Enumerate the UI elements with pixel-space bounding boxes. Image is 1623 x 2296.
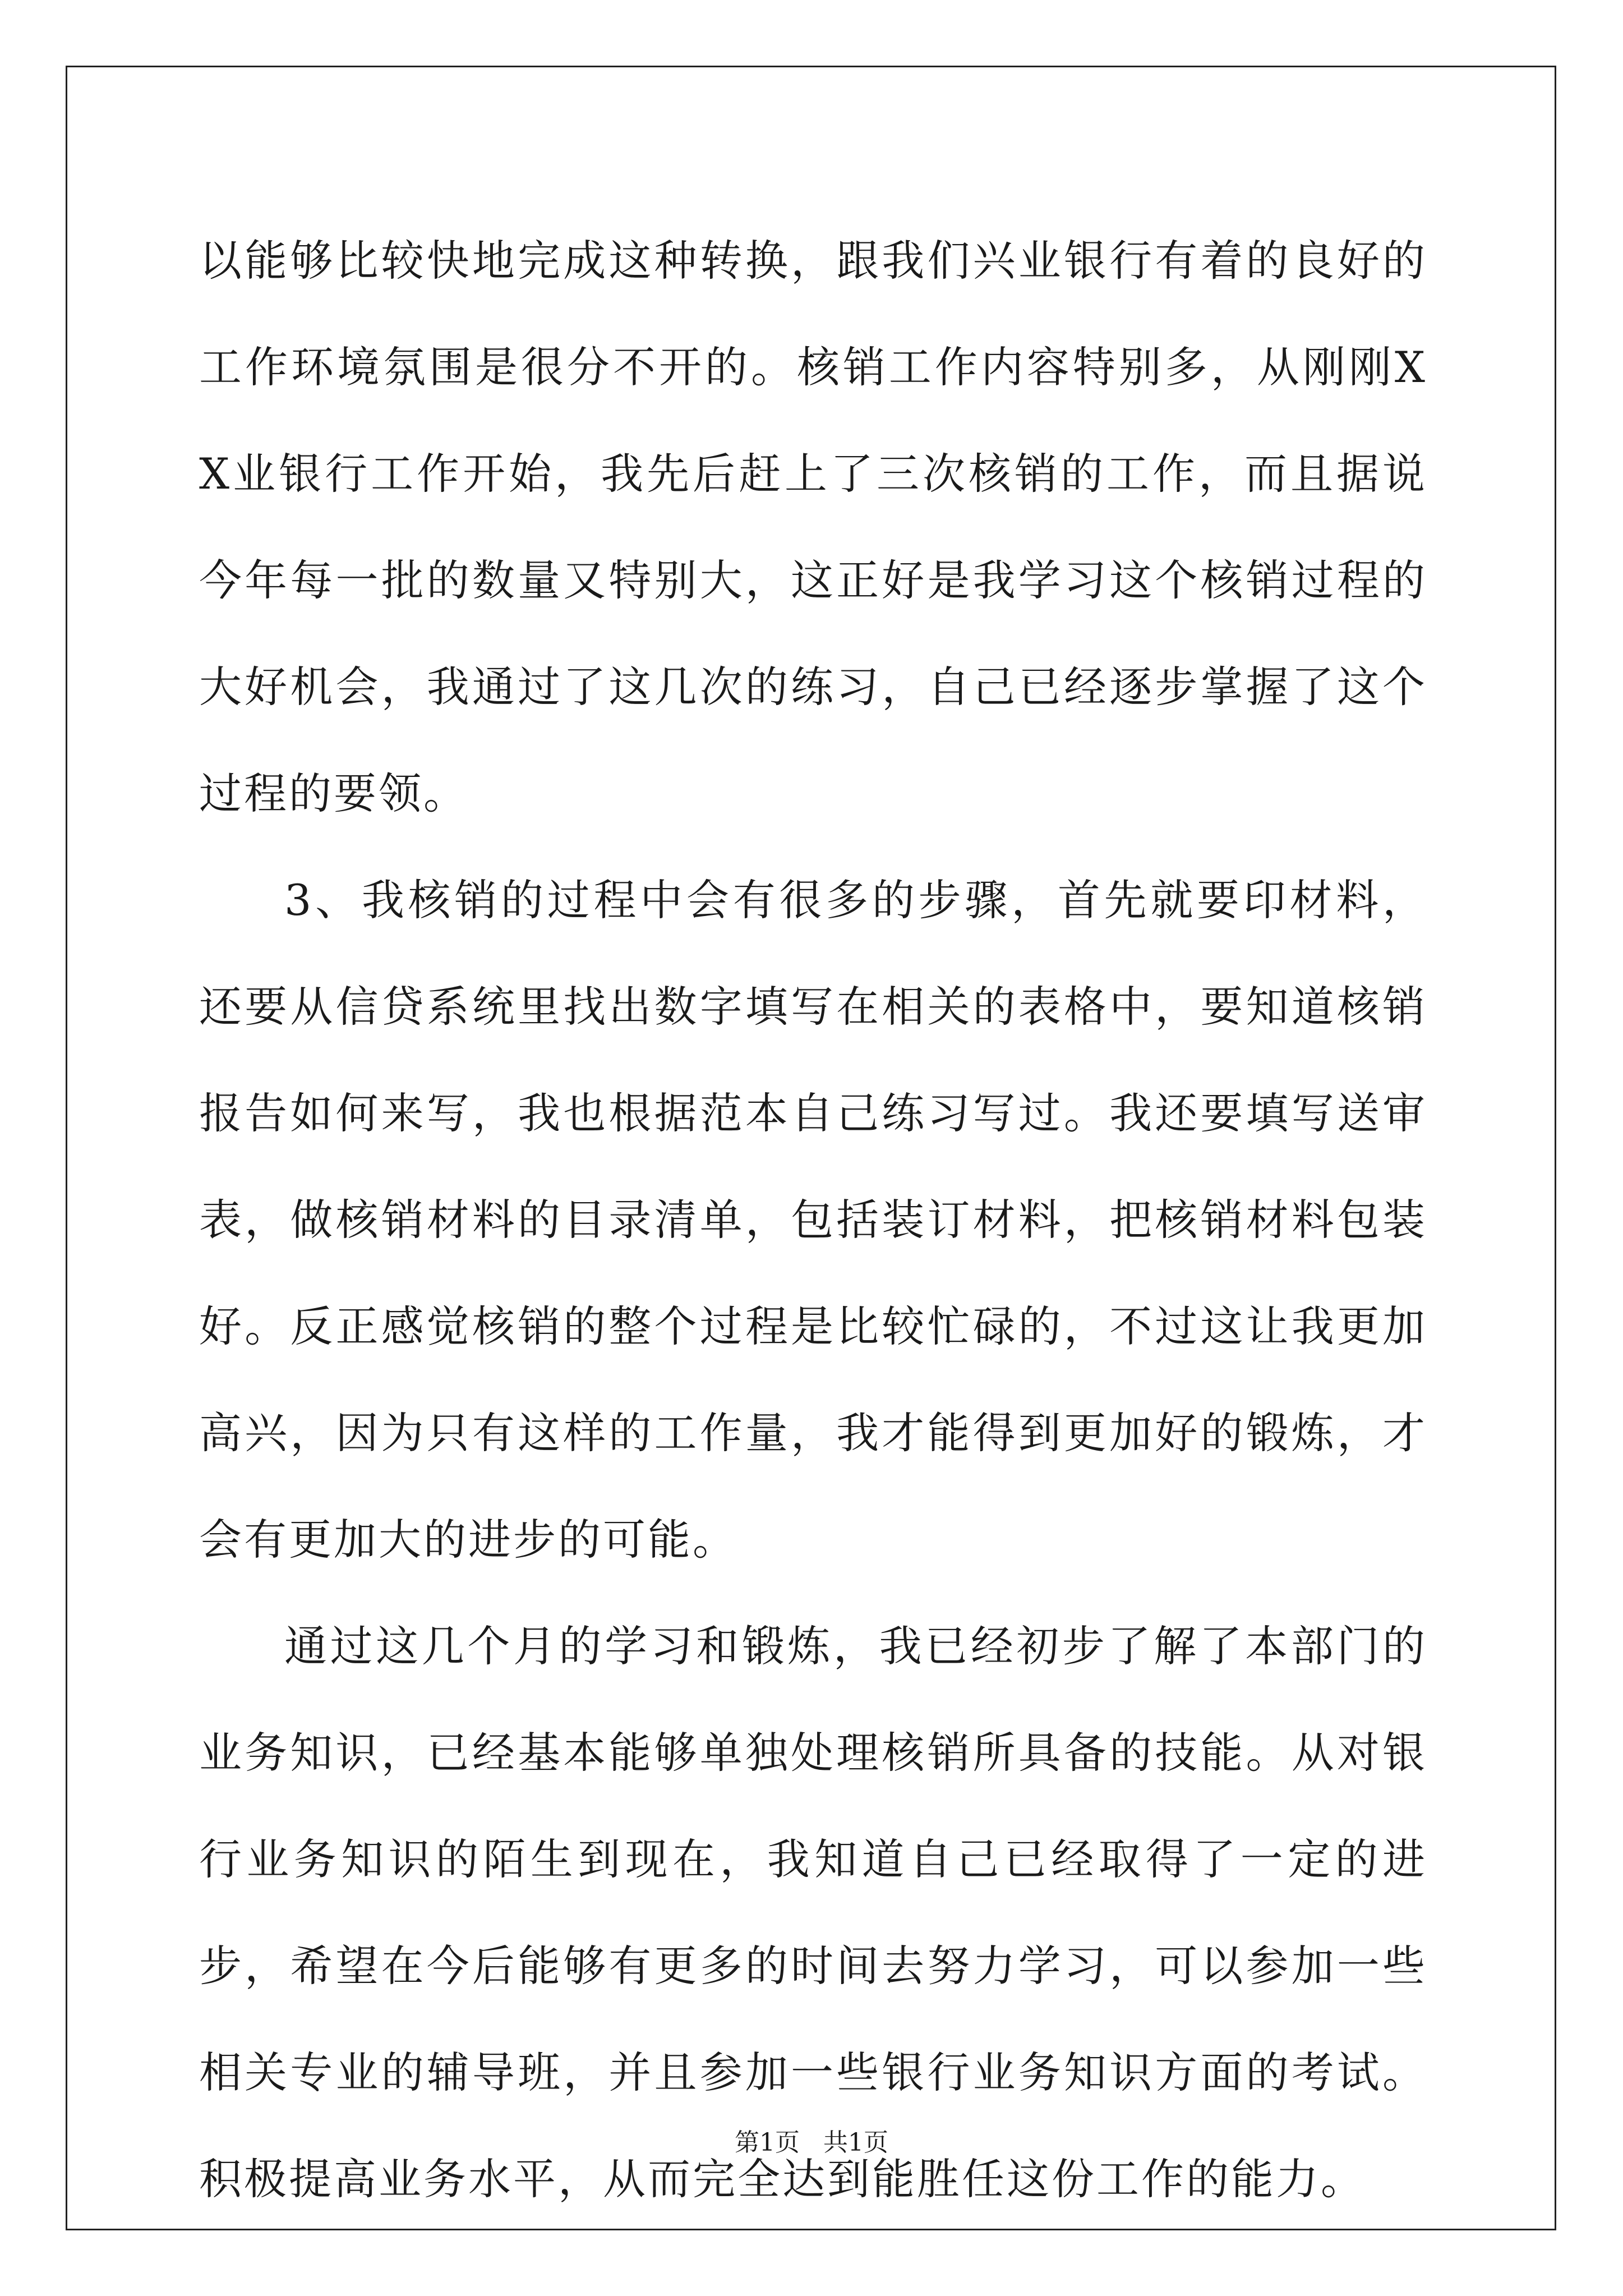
paragraph-1: 以能够比较快地完成这种转换，跟我们兴业银行有着的良好的工作环境氛围是很分不开的。核销工作内容特别多，从刚刚XX业银行工作开始，我先后赶上了三次核销的工作，而且据说今年每一批的数量又特别大，这正好是我学习这个核销过程的大好机会，我通过了这几次的练习，自己已经逐步掌握了这个过程的要领。 [199, 236, 1427, 818]
document-body [199, 208, 1427, 2233]
page-number: 第1页 [735, 2128, 800, 2157]
footer-separator [800, 2128, 823, 2157]
page-footer [0, 2126, 1623, 2160]
page-total: 共1页 [823, 2128, 888, 2157]
paragraph-2: 3、我核销的过程中会有很多的步骤，首先就要印材料，还要从信贷系统里找出数字填写在相关的表格中，要知道核销报告如何来写，我也根据范本自己练习写过。我还要填写送审表，做核销材料的目录清单，包括装订材料，把核销材料包装好。反正感觉核销的整个过程是比较忙碌的，不过这让我更加高兴，因为只有这样的工作量，我才能得到更加好的锻炼，才会有更加大的进步的可能。 [199, 875, 1427, 1565]
paragraph-3: 通过这几个月的学习和锻炼，我已经初步了解了本部门的业务知识，已经基本能够单独处理核销所具备的技能。从对银行业务知识的陌生到现在，我知道自己已经取得了一定的进步，希望在今后能够有更多的时间去努力学习，可以参加一些相关专业的辅导班，并且参加一些银行业务知识方面的考试。积极提高业务水平，从而完全达到能胜任这份工作的能力。 [199, 1621, 1427, 2204]
